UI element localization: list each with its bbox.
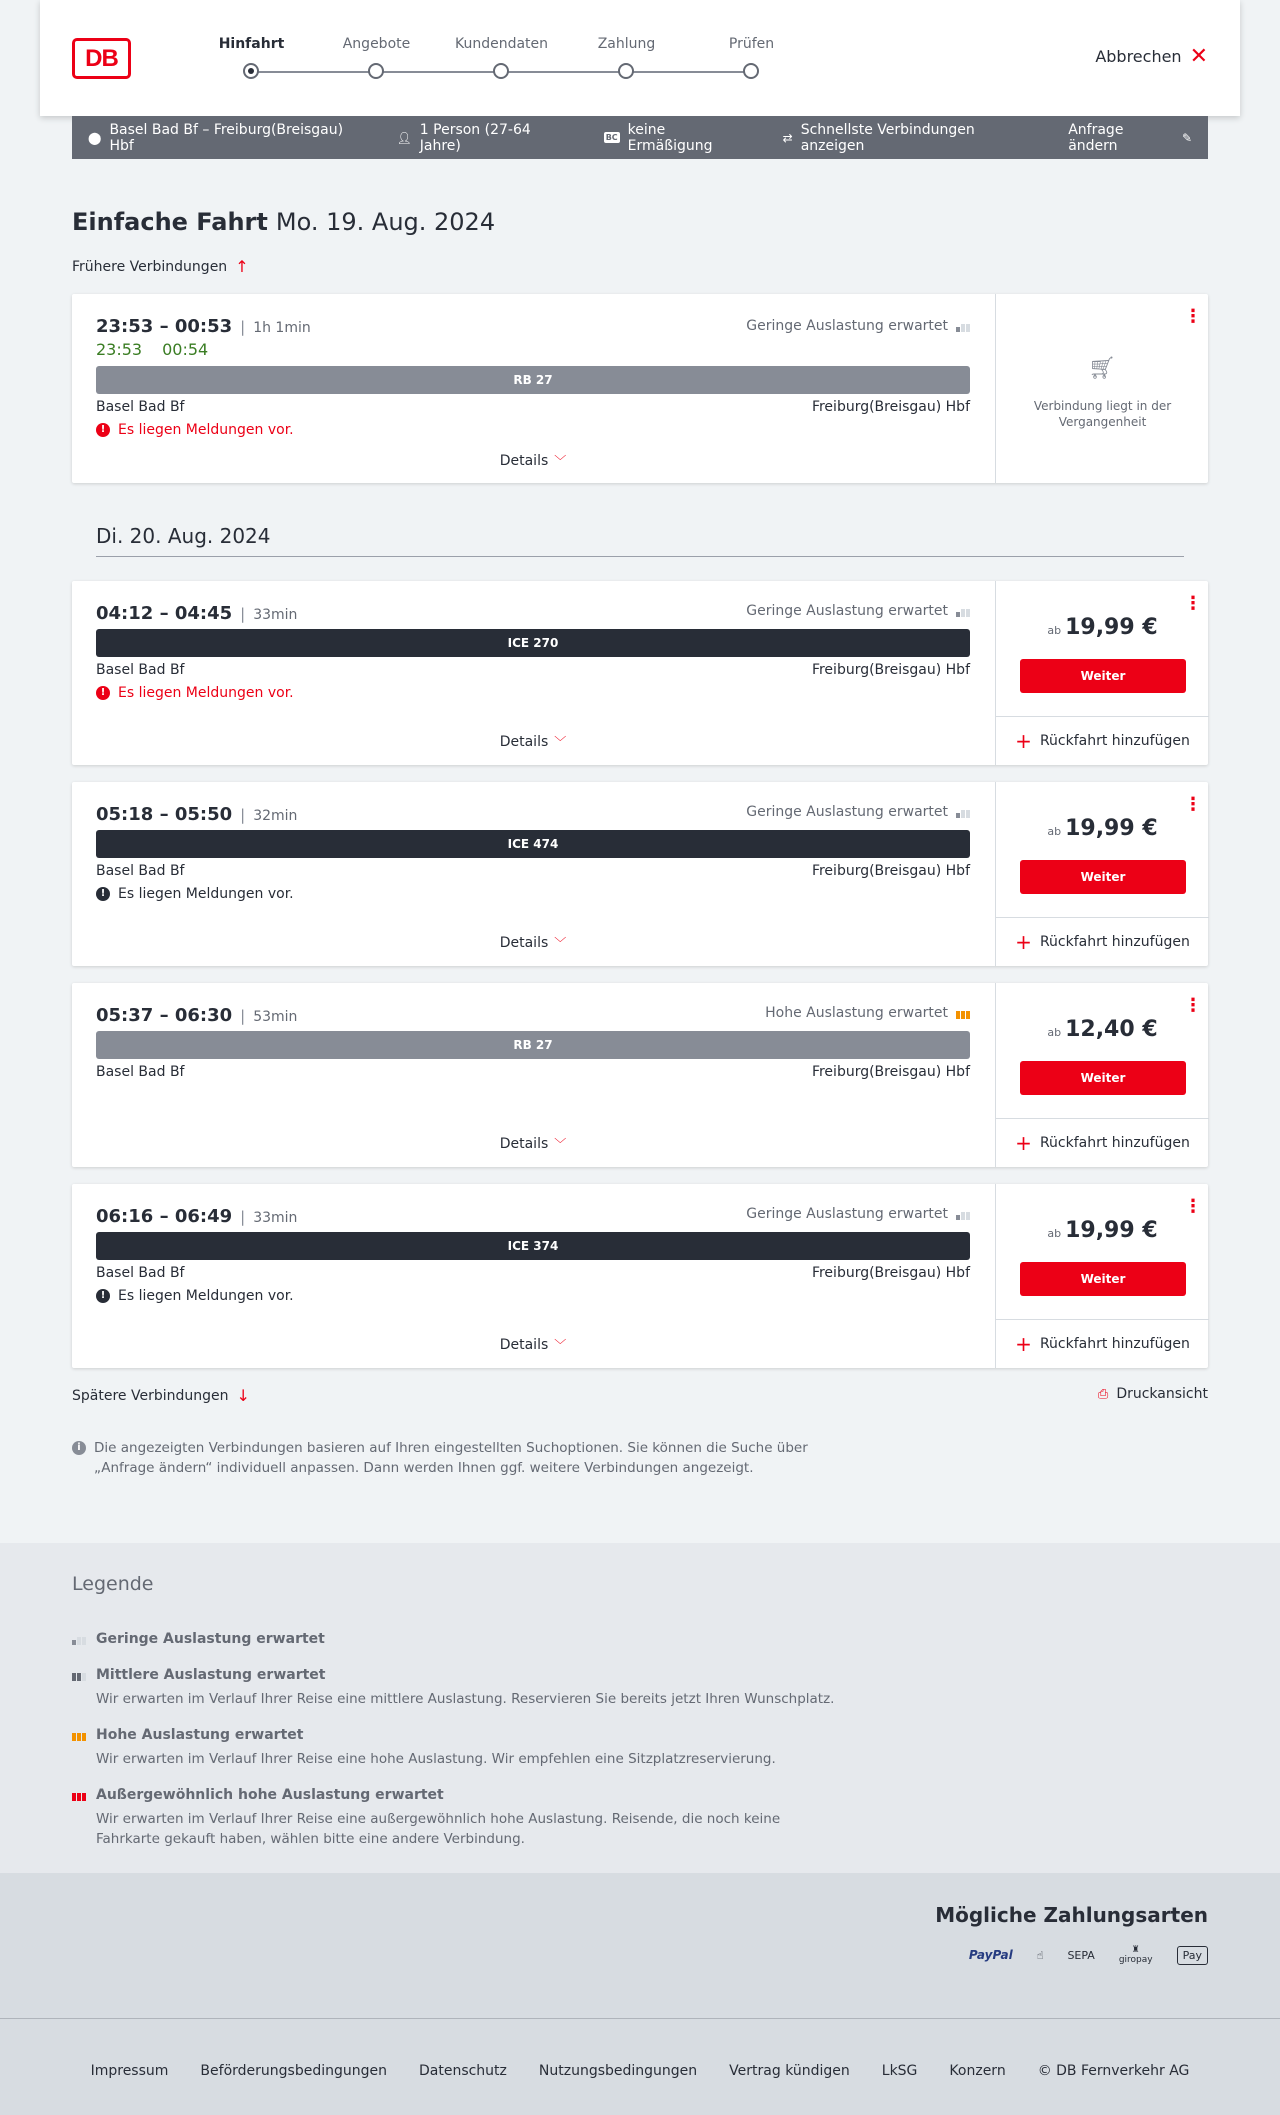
earlier-connections-link[interactable]: Frühere Verbindungen ↑ [72,257,249,276]
departure-station: Basel Bad Bf [96,863,185,879]
step-hinfahrt[interactable]: Hinfahrt [189,36,314,56]
connection-card [72,983,1208,1167]
more-options-icon[interactable]: ⋮ [1184,995,1202,1016]
departure-station: Basel Bad Bf [96,399,185,415]
low-load-icon [72,1634,86,1645]
person-icon: 👤︎ [396,130,412,145]
footer-link-datenschutz[interactable]: Datenschutz [418,2063,507,2079]
footer-link-impressum[interactable]: Impressum [90,2063,169,2079]
legend-item-low: Geringe Auslastung erwartet [72,1631,872,1647]
step-zahlung: Zahlung [564,36,689,56]
legend-item-medium: Mittlere Auslastung erwartet Wir erwarten im Verlauf Ihrer Reise eine mittlere Auslastung. Reservieren Sie bereits jetzt Ihren Wunschplatz. [72,1667,872,1709]
page-title: Einfache Fahrt Mo. 19. Aug. 2024 [72,208,496,236]
offer-panel [995,782,1208,966]
info-message: ! Es liegen Meldungen vor. [96,886,294,902]
continue-button[interactable]: Weiter [1020,1061,1186,1095]
legend-title: Legende [72,1573,154,1595]
details-toggle[interactable]: Details ﹀ [499,453,567,469]
alert-icon: ! [96,887,110,901]
offer-panel [995,581,1208,765]
connection-time: 23:53 – 00:53 | 1h 1min [96,316,311,337]
info-message: ! Es liegen Meldungen vor. [96,1288,294,1304]
print-view-link[interactable]: ⎙ Druckansicht [1097,1386,1208,1402]
giropay-icon: ♜ giropay [1118,1945,1153,1965]
details-toggle[interactable]: Details ﹀ [499,734,567,750]
add-return-trip-button[interactable]: + Rückfahrt hinzufügen [996,1319,1209,1368]
load-indicator: Geringe Auslastung erwartet [746,603,970,619]
low-load-icon [956,1209,970,1220]
footer-copyright: © DB Fernverkehr AG [1037,2063,1190,2079]
booking-stepper [170,0,775,116]
legend-section [0,1543,1280,1873]
route-summary: ⬤ Basel Bad Bf – Freiburg(Breisgau) Hbf [88,121,344,154]
alert-icon: ! [96,1289,110,1303]
credit-card-icon: ☝︎ [1036,1948,1044,1962]
payment-title: Mögliche Zahlungsarten [935,1903,1208,1927]
search-info-note: i Die angezeigten Verbindungen basieren auf Ihren eingestellten Suchoptionen. Sie können die Suche über „Anfrage ändern“ individuell anpassen. Dann werden Ihnen ggf. weitere Verbindungen angezeigt. [72,1438,852,1478]
connection-card [72,1184,1208,1368]
medium-load-icon [72,1670,86,1681]
footer-link-vertrag-kuendigen[interactable]: Vertrag kündigen [729,2063,850,2079]
arrow-down-icon: ↓ [236,1386,250,1405]
offer-panel [995,983,1208,1167]
continue-button[interactable]: Weiter [1020,1262,1186,1296]
footer-links [0,2063,1280,2079]
more-options-icon[interactable]: ⋮ [1184,1196,1202,1217]
footer-link-befoerderungsbedingungen[interactable]: Beförderungsbedingungen [200,2063,387,2079]
arrival-station: Freiburg(Breisgau) Hbf [811,399,970,415]
close-icon: ✕ [1189,43,1208,69]
step-dot-active [243,63,259,79]
realtime-times: 23:53 00:54 [96,340,209,359]
more-options-icon[interactable]: ⋮ [1184,306,1202,327]
step-kundendaten: Kundendaten [439,36,564,56]
price: ab 19,99 € [1047,615,1158,640]
cancel-button[interactable]: Abbrechen ✕ [1095,43,1208,69]
connection-option-summary: ⇄ Schnellste Verbindungen anzeigen [782,121,975,154]
more-options-icon[interactable]: ⋮ [1184,593,1202,614]
load-indicator: Geringe Auslastung erwartet [746,804,970,820]
legend-item-extreme: Außergewöhnlich hohe Auslastung erwartet Wir erwarten im Verlauf Ihrer Reise eine außergewöhnlich hohe Auslastung. Reisende, die noch keine Fahrkarte gekauft haben, wählen bitte eine andere Verbindung. [72,1787,872,1849]
connection-time: 05:18 – 05:50 | 32min [96,804,298,825]
step-dot [618,63,634,79]
printer-icon: ⎙ [1097,1386,1109,1402]
connection-card [72,294,1208,483]
departure-station: Basel Bad Bf [96,1265,185,1281]
chevron-down-icon: ﹀ [554,735,567,749]
paypal-icon: PayPal [968,1948,1013,1962]
more-options-icon[interactable]: ⋮ [1184,794,1202,815]
step-angebote: Angebote [314,36,439,56]
connection-time: 05:37 – 06:30 | 53min [96,1005,298,1026]
legend-item-high: Hohe Auslastung erwartet Wir erwarten im Verlauf Ihrer Reise eine hohe Auslastung. Wir empfehlen eine Sitzplatzreservierung. [72,1727,872,1769]
chevron-down-icon: ﹀ [554,936,567,950]
continue-button[interactable]: Weiter [1020,659,1186,693]
low-load-icon [956,321,970,332]
plus-icon: + [1015,1332,1032,1356]
low-load-icon [956,606,970,617]
disruption-message: ! Es liegen Meldungen vor. [96,422,294,438]
footer-link-konzern[interactable]: Konzern [949,2063,1006,2079]
chevron-down-icon: ﹀ [554,454,567,468]
connection-time: 04:12 – 04:45 | 33min [96,603,298,624]
header [40,0,1240,116]
search-summary-bar [72,116,1208,159]
step-dot [743,63,759,79]
connection-card [72,782,1208,966]
continue-button[interactable]: Weiter [1020,860,1186,894]
train-bar: RB 27 [96,1031,970,1059]
swap-icon: ⇄ [782,130,793,145]
load-indicator: Geringe Auslastung erwartet [746,1206,970,1222]
step-dot [368,63,384,79]
train-bar: RB 27 [96,366,970,394]
payment-methods-section [0,1873,1280,2018]
plus-icon: + [1015,930,1032,954]
passenger-summary: 👤︎ 1 Person (27-64 Jahre) [396,121,531,154]
discount-summary: BC keine Ermäßigung [605,121,713,154]
arrival-station: Freiburg(Breisgau) Hbf [811,662,970,678]
plus-icon: + [1015,729,1032,753]
edit-search-button[interactable]: Anfrage ändern ✎ [1068,121,1192,154]
extreme-load-icon [72,1790,86,1801]
departure-station: Basel Bad Bf [96,662,185,678]
chevron-down-icon: ﹀ [554,1137,567,1151]
step-dot [493,63,509,79]
later-connections-link[interactable]: Spätere Verbindungen ↓ [72,1386,250,1405]
load-indicator: Geringe Auslastung erwartet [746,318,970,334]
location-pin-icon: ⬤ [88,130,102,145]
connection-card [72,581,1208,765]
past-connection-note: Verbindung liegt in der Vergangenheit [1033,399,1172,429]
details-toggle[interactable]: Details ﹀ [499,1136,567,1152]
add-return-trip-button[interactable]: + Rückfahrt hinzufügen [996,716,1209,765]
low-load-icon [956,807,970,818]
high-load-icon [72,1730,86,1741]
apple-pay-icon: Pay [1177,1946,1208,1965]
price: ab 19,99 € [1047,1218,1158,1243]
footer [0,2018,1280,2115]
load-indicator: Hohe Auslastung erwartet [765,1005,970,1021]
info-icon: i [72,1441,86,1455]
add-return-trip-button[interactable]: + Rückfahrt hinzufügen [996,917,1209,966]
train-bar: ICE 374 [96,1232,970,1260]
high-load-icon [956,1008,970,1019]
add-return-trip-button[interactable]: + Rückfahrt hinzufügen [996,1118,1209,1167]
pencil-icon: ✎ [1181,130,1192,145]
disruption-message: ! Es liegen Meldungen vor. [96,685,294,701]
arrow-up-icon: ↑ [235,257,249,276]
alert-icon: ! [96,686,110,700]
details-toggle[interactable]: Details ﹀ [499,1337,567,1353]
connection-time: 06:16 – 06:49 | 33min [96,1206,298,1227]
sepa-icon: SEPA [1067,1948,1095,1962]
departure-station: Basel Bad Bf [96,1064,185,1080]
train-bar: ICE 270 [96,629,970,657]
footer-link-nutzungsbedingungen[interactable]: Nutzungsbedingungen [538,2063,698,2079]
price: ab 19,99 € [1047,816,1158,841]
arrival-station: Freiburg(Breisgau) Hbf [811,1064,970,1080]
train-bar: ICE 474 [96,830,970,858]
plus-icon: + [1015,1131,1032,1155]
step-pruefen: Prüfen [689,36,814,56]
date-separator: Di. 20. Aug. 2024 [96,524,1184,557]
price: ab 12,40 € [1047,1017,1158,1042]
db-logo[interactable]: DB [72,38,131,79]
arrival-station: Freiburg(Breisgau) Hbf [811,863,970,879]
footer-link-lksg[interactable]: LkSG [881,2063,918,2079]
offer-panel [995,1184,1208,1368]
details-toggle[interactable]: Details ﹀ [499,935,567,951]
arrival-station: Freiburg(Breisgau) Hbf [811,1265,970,1281]
offer-panel [995,294,1208,483]
chevron-down-icon: ﹀ [554,1338,567,1352]
cart-unavailable-icon: 🛒︎ [1088,356,1116,381]
payment-icons [969,1945,1208,1965]
bahncard-icon: BC [605,133,618,142]
alert-icon: ! [96,423,110,437]
